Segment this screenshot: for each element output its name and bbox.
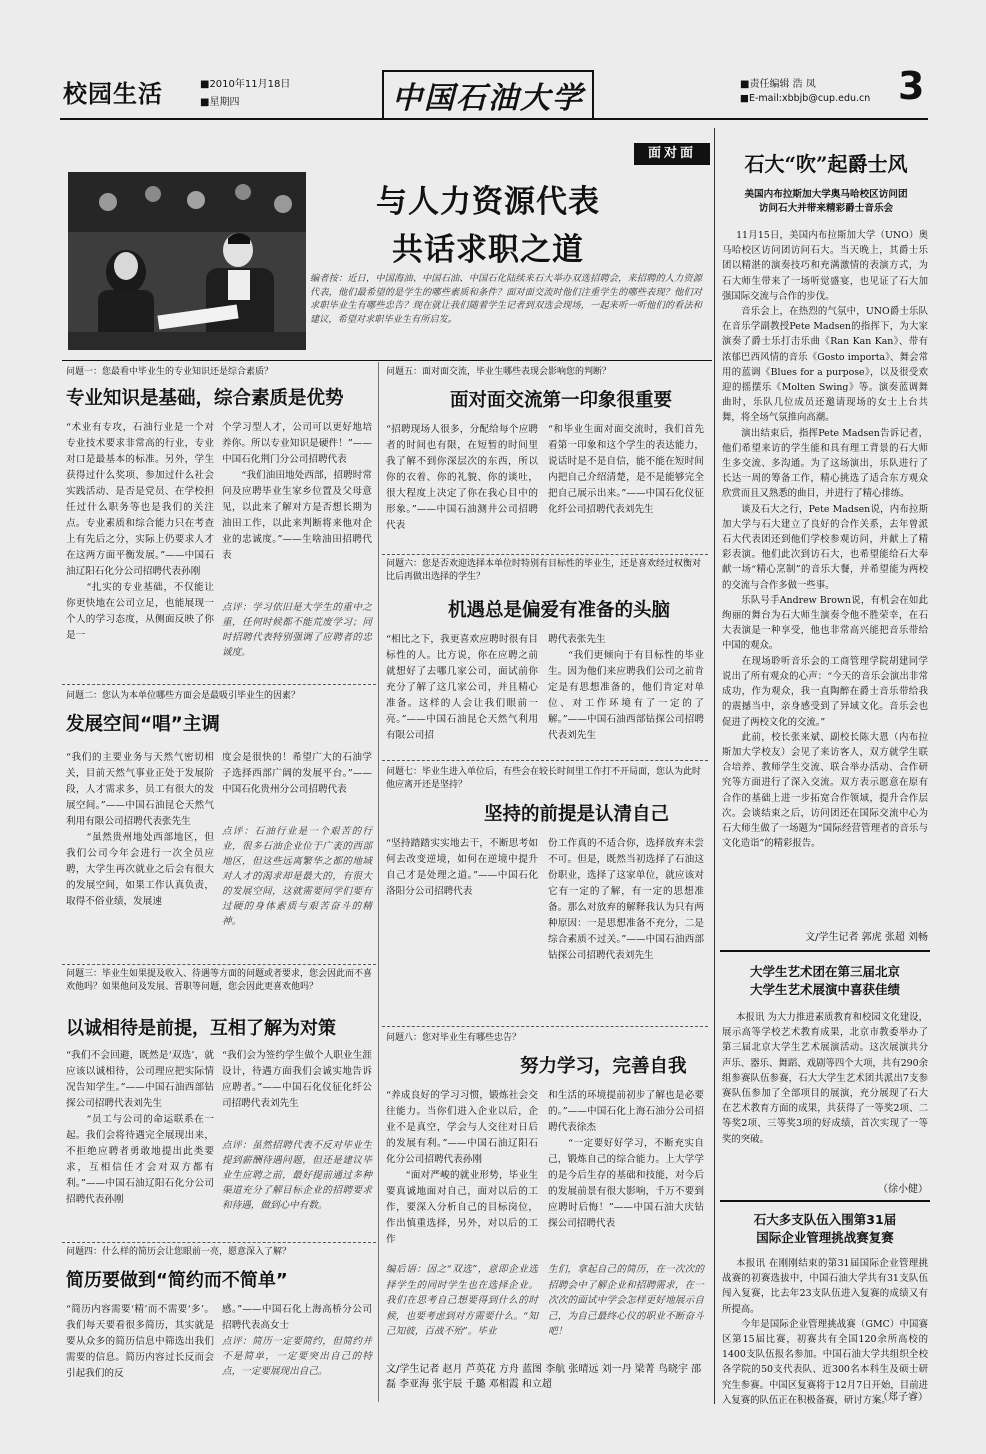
q1-heading: 专业知识是基础，综合素质是优势 <box>66 388 344 409</box>
q1-comment: 点评：学习依旧是大学生的重中之重，任何时候都不能荒废学习；同时招聘代表特别强调了应聘者的忠诚度。 <box>222 602 372 658</box>
issue-weekday: ■星期四 <box>200 97 240 108</box>
feature-title-line1: 与人力资源代表 <box>376 184 600 220</box>
jazz-subtitle1: 美国内布拉斯加大学奥马哈校区访问团 <box>744 189 908 200</box>
section-title: 校园生活 <box>63 80 163 108</box>
q7-col2: 份工作真的不适合你，选择放弃未尝不可。但是，既然当初选择了石油这份职业，选择了这家单位，就应该对它有一定的了解，有一定的思想准备。那么对放弃的解释我认为只有两种原因：一是思想准备不充分，二是综合素质不过关。”——中国石油西部钻探公司招聘代表刘先生 <box>548 838 704 961</box>
q7-heading: 坚持的前提是认清自己 <box>484 804 670 825</box>
q2-question: 问题二：您认为本单位哪些方面会是最吸引毕业生的因素？ <box>66 691 301 701</box>
art-rule <box>720 950 930 952</box>
q7-col1: “坚持踏踏实实地去干，不断思考如何去改变逆境，如何在逆境中提升自己才是处理之道。”——中国石化洛阳分公司招聘代表 <box>386 838 538 897</box>
q8-heading: 努力学习，完善自我 <box>520 1056 687 1077</box>
contest-title2: 国际企业管理挑战赛复赛 <box>756 1230 894 1245</box>
q4-question: 问题四：什么样的简历会让您眼前一亮，愿意深入了解？ <box>66 1247 292 1257</box>
q7-question: 问题七：毕业生进入单位后，有些会在较长时间里工作打不开局面，您认为此时他应离开还是坚持？ <box>386 767 702 790</box>
q1-question: 问题一：您最看中毕业生的专业知识还是综合素质？ <box>66 367 274 377</box>
jazz-subtitle2: 访问石大并带来精彩爵士音乐会 <box>758 203 894 214</box>
q4-col2: 感。”——中国石化上海高桥分公司招聘代表高女士 <box>222 1304 372 1331</box>
photo-scene-icon <box>68 172 306 350</box>
q6-question: 问题六：您是否欢迎选择本单位时特别有目标性的毕业生，还是喜欢经过权衡对比后再做出选择的学生？ <box>386 559 702 582</box>
q6-col2: 聘代表张先生 “我们更倾向于有目标性的毕业生。因为他们来应聘我们公司之前肯定是有思想准备的，他们肯定对单位、对工作环境有了一定的了解。”——中国石油西部钻探公司招聘代表刘先生 <box>548 634 704 741</box>
feature-byline: 文/学生记者 赵月 芦英花 方舟 蓝图 李航 张晴远 刘一丹 梁菁 鸟晓宇 邵磊 李亚海 张宇辰 千璐 邓相霞 和立超 <box>386 1364 702 1390</box>
afterword-col2: 生们，拿起自己的简历，在一次次的招聘会中了解企业和招聘需求，在一次次的面试中学会怎样更好地展示自己，为自己最终心仪的职业不断奋斗吧！ <box>548 1264 704 1337</box>
q5-col2: “和毕业生面对面交流时，我们首先看第一印象和这个学生的表达能力，说话时是不是自信，能不能在短时间内把自己介绍清楚，是不是能够完全把自己展示出来。”——中国石化仪征化纤公司招聘代表刘先生 <box>548 424 704 515</box>
q3-heading: 以诚相待是前提，互相了解为对策 <box>66 1018 336 1039</box>
afterword-col1: 编后语：因之“双选”，意即企业选择学生的同时学生也在选择企业。我们在思考自己想要得到什么的时候，也要考虑到对方需要什么。“知己知彼，百战不殆”。毕业 <box>386 1264 538 1337</box>
issue-date: ■2010年11月18日 <box>200 79 291 90</box>
newspaper-logo <box>382 70 594 120</box>
q3-col2: “我们会为签约学生做个人职业生涯设计，待遇方面我们会诚实地告诉应聘者。”——中国石化仪征化纤公司招聘代表刘先生 <box>222 1050 372 1109</box>
q5-heading: 面对面交流第一印象很重要 <box>450 390 673 411</box>
q5-divider <box>382 554 708 555</box>
q3-question: 问题三：毕业生如果提及收入、待遇等方面的问题或者要求，您会因此而不喜欢他吗？如果他问及发展、晋职等问题，您会因此更喜欢他吗？ <box>66 969 373 992</box>
contest-title1: 石大多支队伍入围第31届 <box>753 1212 897 1227</box>
q4-heading: 简历要做到“简约而不简单” <box>66 1270 288 1291</box>
contest-rule <box>720 1200 930 1202</box>
interview-photo <box>68 172 306 350</box>
q2-col1: “我们的主要业务与天然气密切相关，目前天然气事业正处于发展阶段，人才需求多，员工有很大的发展空间。”——中国石油昆仑天然气利用有限公司招聘代表张先生 “虽然贵州地处西部地区，但我们公司今年会进行一次全员应聘，大学生再次就业之后会有很大的发展空间，如果工作认真负责，取得不俗业绩，发展速 <box>66 752 214 907</box>
logo-text: 中国石油大学 <box>392 81 584 116</box>
art-title2: 大学生艺术展演中喜获佳绩 <box>749 982 900 997</box>
q5-col1: “招聘现场人很多，分配给每个应聘者的时间也有限，在短暂的时间里我了解不到你深层次的东西，所以你的衣着、你的礼貌、你的谈吐，很大程度上决定了你在我心目中的形象。”——中国石油测井公司招聘代表 <box>386 424 538 531</box>
q4-col1: “简历内容需要‘精’而不需要‘多’。我们每天要看很多简历，其实就是要从众多的简历信息中筛选出我们需要的信息。简历内容过长反而会引起我们的反 <box>66 1304 214 1379</box>
q1-divider <box>62 684 376 685</box>
q8-question: 问题八：您对毕业生有哪些忠告？ <box>386 1033 522 1043</box>
art-title1: 大学生艺术团在第三届北京 <box>749 964 900 979</box>
q1-col1: “术业有专攻，石油行业是一个对专业技术要求非常高的行业，专业对口是最基本的标准。另外，学生获得过什么奖项、参加过什么社会实践活动、是否是党员、在学校担任过什么职务等也是我们的关注点。专业素质和综合能力只在考查上有先后之分，实际上仍要求人才在这两方面平衡发展。”——中国石油辽阳石化分公司招聘代表孙刚 “扎实的专业基础，不仅能让你更快地在公司立足，也能展现一个人的学习态度，从侧面反映了你是一 <box>66 422 214 641</box>
responsible-editor: ■责任编辑 浩 凤 <box>740 79 816 90</box>
q2-heading: 发展空间“唱”主调 <box>66 714 220 735</box>
page-number: 3 <box>898 64 925 108</box>
sidebar-rule <box>714 128 715 1404</box>
contest-body: 本报讯 在刚刚结束的第31届国际企业管理挑战赛的初赛选拔中，中国石油大学共有31支队伍闯入复赛，比去年23支队伍进入复赛的成绩又有所提高。 今年是国际企业管理挑战赛（GMC）中国赛区第15届比赛，初赛共有全国120余所高校的1400支队伍报名参加。中国石油大学共组织全校各学院的50支代表队、近300名本科生及硕士研究生参赛。中国区复赛将于12月7日开始，目前进入复赛的队伍正在积极备赛，研讨方案。 <box>722 1258 928 1406</box>
feature-column-rule <box>378 362 379 1402</box>
art-body: 本报讯 为大力推进素质教育和校园文化建设，展示高等学校艺术教育成果，北京市教委举办了第三届北京大学生艺术展演活动。这次展演共分声乐、器乐、舞蹈、戏剧等四个大项，共有290余组参赛队伍参赛，石大大学生艺术团共派出7支参赛队伍参加了全部项目的展演，充分展现了石大在艺术教育方面的成果，共获得了一等奖2项、二等奖2项、三等奖3项的好成绩，首次实现了一等奖的突破。 <box>722 1012 928 1145</box>
feature-title-line2: 共话求职之道 <box>392 232 584 268</box>
q8-col2: 和生活的环境提前初步了解也是必要的。”——中国石化上海石油分公司招聘代表徐杰 “一定要好好学习，不断充实自己，锻炼自己的综合能力。上大学学的是今后生存的基础和技能，对今后的发展前景有很大影响，千万不要到应聘时后悔！”——中国石油大庆钻探公司招聘代表 <box>548 1090 704 1229</box>
q2-divider <box>62 964 376 965</box>
q3-divider <box>62 1242 376 1243</box>
q6-col1: “相比之下，我更喜欢应聘时很有目标性的人。比方说，你在应聘之前就想好了去哪几家公司，面试前你充分了解了这几家公司，并且精心准备。这样的人会让我们眼前一亮。”——中国石油昆仑天然气利用有限公司招 <box>386 634 538 741</box>
editor-intro: 编者按：近日，中国海油、中国石油、中国石化陆续来石大举办双选招聘会，来招聘的人力资源代表，他们最希望的是学生的哪些素质和条件？面对面交流时他们注重学生的哪些表现？他们对求职毕业生有哪些忠告？现在就让我们随着学生记者到双选会现场，一起来听一听他们的看法和建议，希望对求职毕业生有所启发。 <box>310 273 702 325</box>
intro-rule <box>62 360 712 361</box>
q6-divider <box>382 760 708 761</box>
q8-col1: “养成良好的学习习惯，锻炼社会交往能力。当你们进入企业以后，企业不是真空，学会与人交往对日后的发展有利。”——中国石油辽阳石化分公司招聘代表孙刚 “面对严峻的就业形势，毕业生要真诚地面对自己，面对以后的工作，要深入分析自己的目标岗位，作出慎重选择，另外，对以后的工作 <box>386 1090 538 1245</box>
q2-comment: 点评：石油行业是一个艰苦的行业，很多石油企业位于广袤的西部地区，但这些远离繁华之都的地域对人才的渴求却是最大的，有很大的发展空间，这就需要同学们要有过硬的身体素质与艰苦奋斗的精神。 <box>222 826 372 927</box>
contest-byline: （郑子睿） <box>878 1392 928 1403</box>
masthead-rule <box>60 118 928 120</box>
art-byline: （徐小健） <box>878 1184 928 1195</box>
q7-divider <box>382 1026 708 1027</box>
jazz-body: 11月15日，美国内布拉斯加大学（UNO）奥马哈校区访问团访问石大。当天晚上，其爵士乐团以精湛的演奏技巧和充满激情的表演方式，为石大师生带来了一场听觉盛宴，也见证了石大加强国际交流与合作的步伐。 音乐会上，在热烈的气氛中，UNO爵士乐队在音乐学副教授Pete Madsen的指挥下，为大家演奏了爵士乐打击乐曲《Ran Kan Kan》、带有浓郁巴西风情的音乐《Gosto importa》、舞会常用的蓝调《Blues for a purpose》，以及很受欢迎的摇摆乐《Molten Swing》等。演奏蓝调舞曲时，乐队几位成员还邀请现场的女士上台共舞，将全场气氛推向高潮。 演出结束后，指挥Pete Madsen告诉记者，他们希望来访的学生能和具有理工背景的石大师生多交流、多沟通。为了这场演出，乐队进行了长达一周的筹备工作，精心挑选了适合东方观众欣赏而且又熟悉的曲目，并进行了精心排练。 谈及石大之行，Pete Madsen说，内布拉斯加大学与石大建立了良好的合作关系，去年曾派石大代表团还到他们学校参观访问，并献上了精彩表演。他们此次到访石大，也希望能给石大奉献一场“精心烹制”的音乐大餐，并希望能为两校的交流与合作多做一些事。 乐队号手Andrew Brown说，有机会在如此绚丽的舞台为石大师生演奏令他不胜荣幸，在石大表演是一种享受，他也非常高兴能把音乐带给中国的观众。 在现场聆听音乐会的工商管理学院胡建同学说出了所有观众的心声：“今天的音乐会演出非常成功，作为观众，我一直陶醉在爵士音乐带给我的震撼当中，亲身感受到了异域文化。音乐会也促进了两校文化的交流。” 此前，校长张来斌、副校长陈大恩（内布拉斯加大学校友）会见了来访客人，双方就学生联合培养、教师学生交流、联合举办活动、合作研究等方面进行了深入交流。双方表示愿意在原有合作的基础上进一步拓宽合作领域，提升合作层次。会谈结束之后，访问团还在国际交流中心为石大师生做了一场题为“国际经营管理者的音乐与文化造诣”的精彩报告。 <box>722 230 928 850</box>
q4-comment: 点评：简历一定要简约，但简约并不是简单，一定要突出自己的特点，一定要展现出自己。 <box>222 1336 372 1377</box>
column-tag: 面对面 <box>634 143 710 165</box>
q3-col1: “我们不会回避，既然是‘双选’，就应该以诚相待，公司理应把实际情况告知学生。”——中国石油西部钻探公司招聘代表刘先生 “员工与公司的命运联系在一起。我们会将待遇完全展现出来，不拒绝应聘者勇敢地提出此类要求，互相信任才会对双方都有利。”——中国石油辽阳石化分公司招聘代表孙刚 <box>66 1050 214 1205</box>
q5-question: 问题五：面对面交流，毕业生哪些表现会影响您的判断？ <box>386 367 612 377</box>
jazz-byline: 文/学生记者 郭虎 张超 刘畅 <box>805 932 928 943</box>
q2-col2: 度会是很快的！希望广大的石油学子选择西部广阔的发展平台。”——中国石化贵州分公司招聘代表 <box>222 752 372 795</box>
q1-col2: 个学习型人才，公司可以更好地培养你。所以专业知识是硬件！”——中国石化荆门分公司招聘代表 “我们油田地处西部，招聘时常问及应聘毕业生家乡位置及父母意见，以此来了解对方是否想长期为油田工作，以此来判断将来他对企业的忠诚度。”——生啥油田招聘代表 <box>222 422 372 561</box>
jazz-title: 石大“吹”起爵士风 <box>744 152 908 176</box>
q3-comment: 点评：虽然招聘代表不反对毕业生提到薪酬待遇问题，但还是建议毕业生应聘之前，最好提前通过多种渠道充分了解目标企业的招聘要求和待遇，做到心中有数。 <box>222 1140 372 1211</box>
q6-heading: 机遇总是偏爱有准备的头脑 <box>448 600 671 621</box>
editor-email: ■E-mail:xbbjb@cup.edu.cn <box>740 93 871 104</box>
